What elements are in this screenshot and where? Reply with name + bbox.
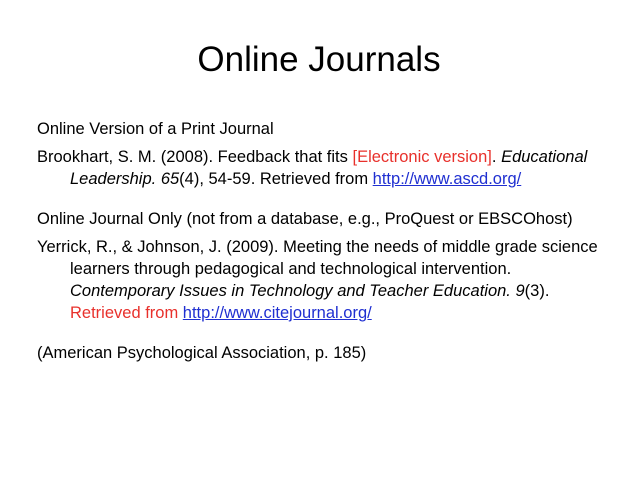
slide-title: Online Journals xyxy=(197,40,441,79)
ref2-issue: (3). xyxy=(524,282,550,300)
reference-yerrick xyxy=(37,236,612,324)
reference-brookhart xyxy=(37,146,612,190)
ref1-authors: Brookhart, S. M. (2008). Feedback that fits xyxy=(37,148,353,166)
ref2-retrieved-from: Retrieved from xyxy=(70,304,179,322)
ref2-authors: Yerrick, R., & Johnson, J. (2009). Meeting the needs of middle grade science learners through pedagogical and technological intervention. xyxy=(37,238,598,278)
apa-citation: (American Psychological Association, p. 185) xyxy=(37,344,367,362)
ref1-journal: Educational Leadership. 65 xyxy=(70,148,588,188)
ref1-electronic-version: [Electronic version] xyxy=(352,148,492,166)
ref1-issue: (4), 54-59. Retrieved from xyxy=(179,170,369,188)
ref2-journal: Contemporary Issues in Technology and Teacher Education. 9 xyxy=(70,282,525,300)
section1-heading: Online Version of a Print Journal xyxy=(37,120,274,138)
ref1-period: . xyxy=(491,148,497,166)
section2-heading: Online Journal Only (not from a database, e.g., ProQuest or EBSCOhost) xyxy=(37,210,573,228)
slide-body xyxy=(37,118,612,364)
ref2-url-link[interactable]: http://www.citejournal.org/ xyxy=(182,304,372,322)
ref1-url-link[interactable]: http://www.ascd.org/ xyxy=(372,170,522,188)
